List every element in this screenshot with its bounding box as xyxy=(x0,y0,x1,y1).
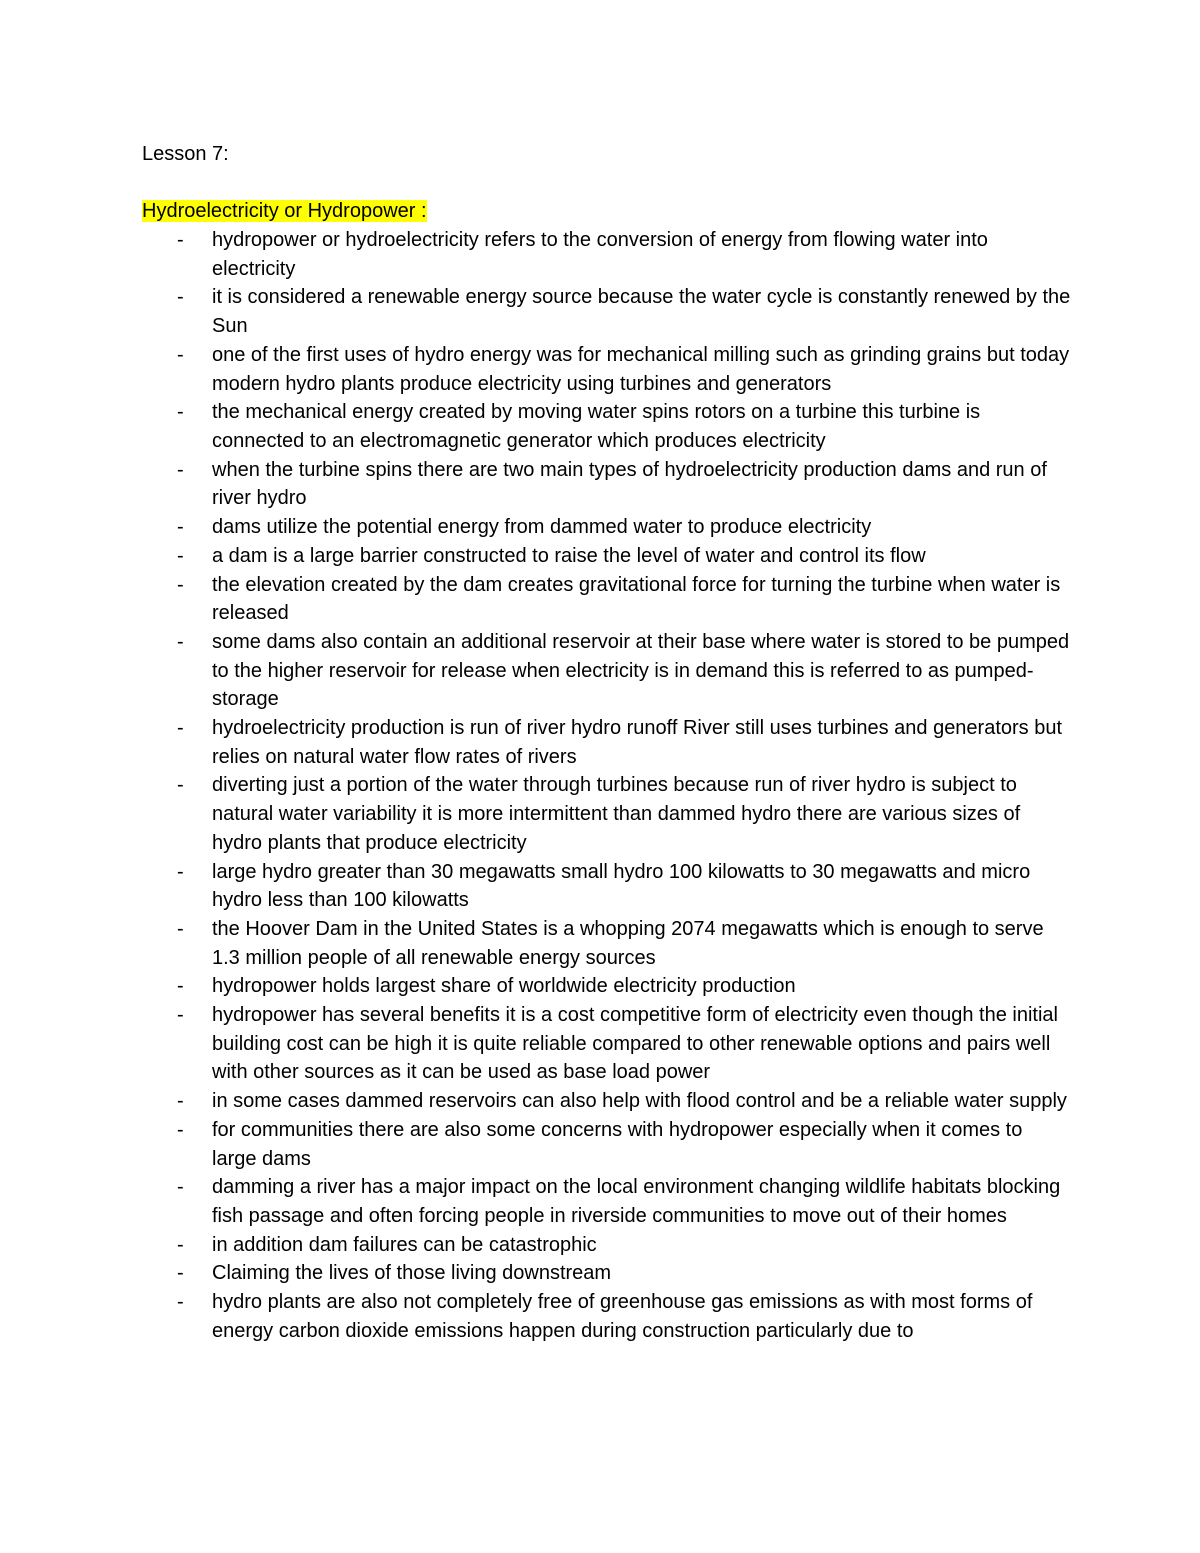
list-item xyxy=(142,858,1072,915)
note-text: the elevation created by the dam creates gravitational force for turning the turbine when water is released xyxy=(212,573,1061,625)
bullet-dash: - xyxy=(177,1176,184,1199)
note-text: the mechanical energy created by moving water spins rotors on a turbine this turbine is connected to an electromagnetic generator which produces electricity xyxy=(212,401,981,452)
lesson-title: Lesson 7: xyxy=(142,143,229,165)
list-item xyxy=(142,771,1072,857)
note-text: hydropower has several benefits it is a cost competitive form of electricity even though the initial building cost can be high it is quite reliable compared to other renewable options and pairs well with other sources as it can be used as base load power xyxy=(212,1004,1058,1084)
list-item xyxy=(142,1231,1072,1260)
note-text: in some cases dammed reservoirs can also help with flood control and be a reliable water supply xyxy=(212,1090,1067,1113)
list-item xyxy=(142,1087,1072,1116)
note-text: in addition dam failures can be catastrophic xyxy=(212,1233,597,1256)
bullet-dash: - xyxy=(177,975,184,998)
list-item xyxy=(142,972,1072,1001)
list-item xyxy=(142,571,1072,628)
note-text: hydroelectricity production is run of river hydro runoff River still uses turbines and generators but relies on natural water flow rates of rivers xyxy=(212,717,1063,768)
note-text: when the turbine spins there are two main types of hydroelectricity production dams and run of river hydro xyxy=(212,458,1047,510)
note-text: for communities there are also some concerns with hydropower especially when it comes to large dams xyxy=(212,1118,1023,1170)
bullet-dash: - xyxy=(177,516,184,539)
list-item xyxy=(142,1259,1072,1288)
note-text: it is considered a renewable energy source because the water cycle is constantly renewed by the Sun xyxy=(212,286,1071,338)
bullet-dash: - xyxy=(177,1004,184,1027)
bullet-dash: - xyxy=(177,229,184,252)
note-text: dams utilize the potential energy from dammed water to produce electricity xyxy=(212,516,872,539)
note-text: some dams also contain an additional reservoir at their base where water is stored to be pumped to the higher reservoir for release when electricity is in demand this is referred to as pumped-storage xyxy=(212,630,1070,711)
list-item xyxy=(142,1116,1072,1173)
list-item xyxy=(142,915,1072,972)
list-item xyxy=(142,341,1072,398)
bullet-dash: - xyxy=(177,774,184,797)
bullet-dash: - xyxy=(177,1118,184,1141)
list-item xyxy=(142,226,1072,283)
list-item xyxy=(142,283,1072,340)
list-item xyxy=(142,456,1072,513)
bullet-dash: - xyxy=(177,1262,184,1285)
list-item xyxy=(142,1001,1072,1087)
note-text: hydropower holds largest share of worldwide electricity production xyxy=(212,975,796,998)
bullet-dash: - xyxy=(177,717,184,740)
list-item xyxy=(142,714,1072,771)
bullet-dash: - xyxy=(177,860,184,883)
list-item xyxy=(142,1288,1072,1345)
notes-list xyxy=(142,226,1072,1345)
bullet-dash: - xyxy=(177,343,184,366)
bullet-dash: - xyxy=(177,286,184,309)
bullet-dash: - xyxy=(177,1233,184,1256)
note-text: large hydro greater than 30 megawatts small hydro 100 kilowatts to 30 megawatts and micro hydro less than 100 kilowatts xyxy=(212,860,1031,912)
bullet-dash: - xyxy=(177,1090,184,1113)
note-text: Claiming the lives of those living downstream xyxy=(212,1262,612,1285)
note-text: diverting just a portion of the water through turbines because run of river hydro is subject to natural water variability it is more intermittent than dammed hydro there are various sizes of hydro plants that produce electricity xyxy=(212,774,1021,854)
bullet-dash: - xyxy=(177,544,184,567)
list-item xyxy=(142,513,1072,542)
blank-line xyxy=(142,169,1072,198)
list-item xyxy=(142,398,1072,455)
bullet-dash: - xyxy=(177,401,184,424)
note-text: one of the first uses of hydro energy was for mechanical milling such as grinding grains but today modern hydro plants produce electricity using turbines and generators xyxy=(212,343,1070,395)
list-item xyxy=(142,1173,1072,1230)
bullet-dash: - xyxy=(177,917,184,940)
note-text: hydro plants are also not completely free of greenhouse gas emissions as with most forms of energy carbon dioxide emissions happen during construction particularly due to xyxy=(212,1291,1033,1342)
list-item xyxy=(142,628,1072,714)
document-body xyxy=(142,140,1072,1346)
highlighted-heading-text: Hydroelectricity or Hydropower : xyxy=(142,200,427,223)
bullet-dash: - xyxy=(177,458,184,481)
bullet-dash: - xyxy=(177,573,184,596)
bullet-dash: - xyxy=(177,630,184,653)
note-text: damming a river has a major impact on the local environment changing wildlife habitats blocking fish passage and often forcing people in riverside communities to move out of their homes xyxy=(212,1176,1061,1227)
note-text: hydropower or hydroelectricity refers to the conversion of energy from flowing water into electricity xyxy=(212,229,988,280)
bullet-dash: - xyxy=(177,1291,184,1314)
list-item xyxy=(142,542,1072,571)
note-text: the Hoover Dam in the United States is a whopping 2074 megawatts which is enough to serve 1.3 million people of all renewable energy sources xyxy=(212,917,1044,969)
note-text: a dam is a large barrier constructed to raise the level of water and control its flow xyxy=(212,544,926,567)
section-heading xyxy=(142,197,1072,226)
